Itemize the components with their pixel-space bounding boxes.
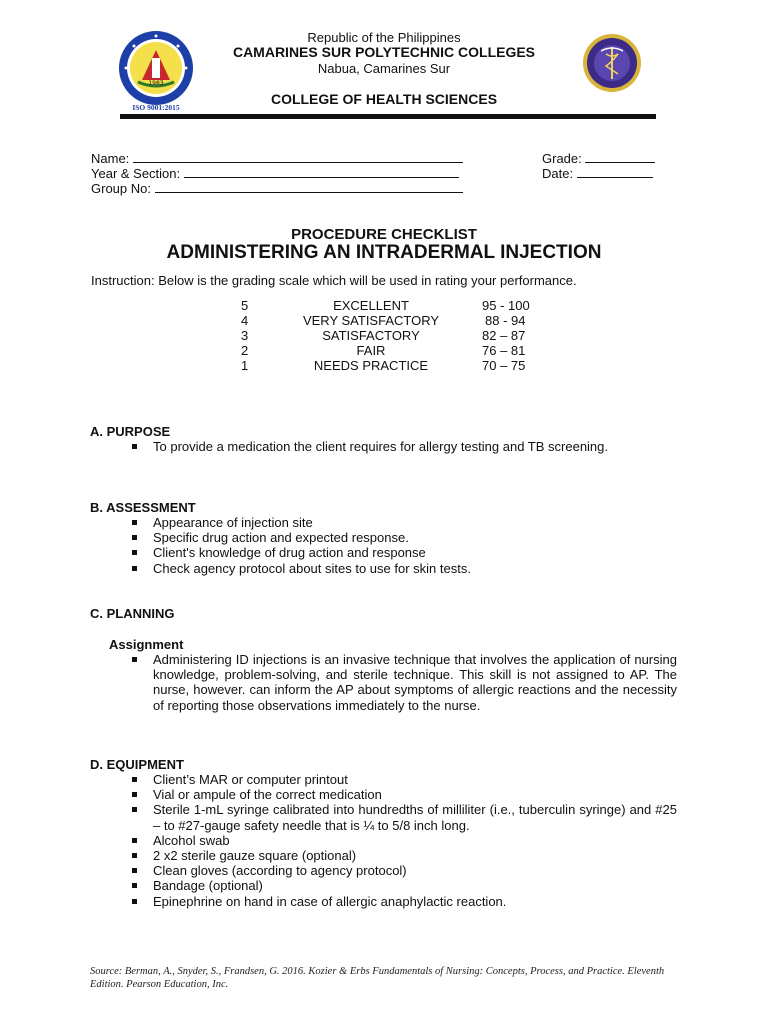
list-item: Check agency protocol about sites to use for skin tests.: [131, 561, 677, 576]
equipment-heading: D. EQUIPMENT: [90, 757, 184, 772]
scale-score: 2: [241, 343, 249, 358]
scale-score: 5: [241, 298, 249, 313]
scale-row: [241, 328, 561, 343]
header-location: Nabua, Camarines Sur: [317, 61, 451, 76]
header-college-name: CAMARINES SUR POLYTECHNIC COLLEGES: [232, 44, 536, 60]
list-item: Epinephrine on hand in case of allergic anaphylactic reaction.: [131, 894, 677, 909]
purpose-heading: A. PURPOSE: [90, 424, 171, 439]
name-field[interactable]: [91, 150, 463, 166]
header-republic: Republic of the Philippines: [307, 30, 461, 45]
instruction-text: Instruction: Below is the grading scale which will be used in rating your performance.: [91, 273, 577, 288]
list-item: 2 x2 sterile gauze square (optional): [131, 848, 677, 863]
list-item: Vial or ampule of the correct medication: [131, 787, 677, 802]
list-item: Clean gloves (according to agency protocol): [131, 863, 677, 878]
scale-score: 4: [241, 313, 249, 328]
assessment-list: [131, 515, 677, 576]
date-blank[interactable]: [577, 165, 653, 178]
name-label: Name:: [91, 151, 130, 166]
list-item: To provide a medication the client requires for allergy testing and TB screening.: [131, 439, 677, 454]
header-divider: [120, 114, 656, 119]
date-label: Date:: [542, 166, 574, 181]
planning-list: [131, 652, 677, 713]
document-subtitle: PROCEDURE CHECKLIST: [291, 226, 477, 243]
year-section-label: Year & Section:: [91, 166, 181, 181]
date-field[interactable]: [542, 165, 653, 181]
list-item: Administering ID injections is an invasive technique that involves the application of nursing knowledge, problem-solving, and sterile technique. This skill is not assigned to AP. The nurse, however. can inform the AP about symptoms of allergic reactions and the necessity of reporting those observations immediately to the nurse.: [131, 652, 677, 713]
list-item: Specific drug action and expected response.: [131, 530, 677, 545]
scale-label: NEEDS PRACTICE: [313, 358, 429, 373]
scale-score: 3: [241, 328, 249, 343]
list-item: Client’s MAR or computer printout: [131, 772, 677, 787]
scale-score: 1: [241, 358, 249, 373]
list-item: Appearance of injection site: [131, 515, 677, 530]
scale-range: 70 – 75: [482, 358, 526, 373]
list-item: Sterile 1-mL syringe calibrated into hundredths of milliliter (i.e., tuberculin syringe) and #25 – to #27-gauge safety needle that is ¼ to 5/8 inch long.: [131, 802, 677, 832]
scale-range: 88 - 94: [485, 313, 526, 328]
scale-range: 82 – 87: [482, 328, 526, 343]
group-no-label: Group No:: [91, 181, 151, 196]
assignment-subheading: Assignment: [109, 637, 184, 652]
group-no-field[interactable]: [91, 180, 463, 196]
grade-blank[interactable]: [585, 150, 655, 163]
scale-row: [241, 313, 561, 328]
list-item: Alcohol swab: [131, 833, 677, 848]
assessment-heading: B. ASSESSMENT: [90, 500, 196, 515]
grade-label: Grade:: [542, 151, 582, 166]
name-blank[interactable]: [133, 150, 463, 163]
group-no-blank[interactable]: [155, 180, 463, 193]
planning-heading: C. PLANNING: [90, 606, 175, 621]
grade-field[interactable]: [542, 150, 655, 166]
seal-year: 1983: [148, 80, 164, 87]
scale-range: 95 - 100: [482, 298, 530, 313]
scale-range: 76 – 81: [482, 343, 526, 358]
year-section-blank[interactable]: [184, 165, 459, 178]
scale-label: FAIR: [356, 343, 386, 358]
scale-row: [241, 358, 561, 373]
scale-row: [241, 298, 561, 313]
document-title: ADMINISTERING AN INTRADERMAL INJECTION: [166, 242, 602, 263]
list-item: Bandage (optional): [131, 878, 677, 893]
scale-label: EXCELLENT: [333, 298, 409, 313]
scale-label: SATISFACTORY: [322, 328, 420, 343]
header-department: COLLEGE OF HEALTH SCIENCES: [270, 91, 498, 107]
list-item: Client's knowledge of drug action and response: [131, 545, 677, 560]
purpose-list: [131, 439, 677, 454]
year-section-field[interactable]: [91, 165, 459, 181]
scale-row: [241, 343, 561, 358]
source-citation: Source: Berman, A., Snyder, S., Frandsen, G. 2016. Kozier & Erbs Fundamentals of Nursing: Concepts, Process, and Practice. Eleventh Edition. Pearson Education, Inc.: [90, 966, 665, 990]
scale-label: VERY SATISFACTORY: [302, 313, 440, 328]
equipment-list: [131, 772, 677, 909]
iso-label: ISO 9001:2015: [132, 103, 180, 112]
grading-scale-table: [241, 298, 561, 378]
